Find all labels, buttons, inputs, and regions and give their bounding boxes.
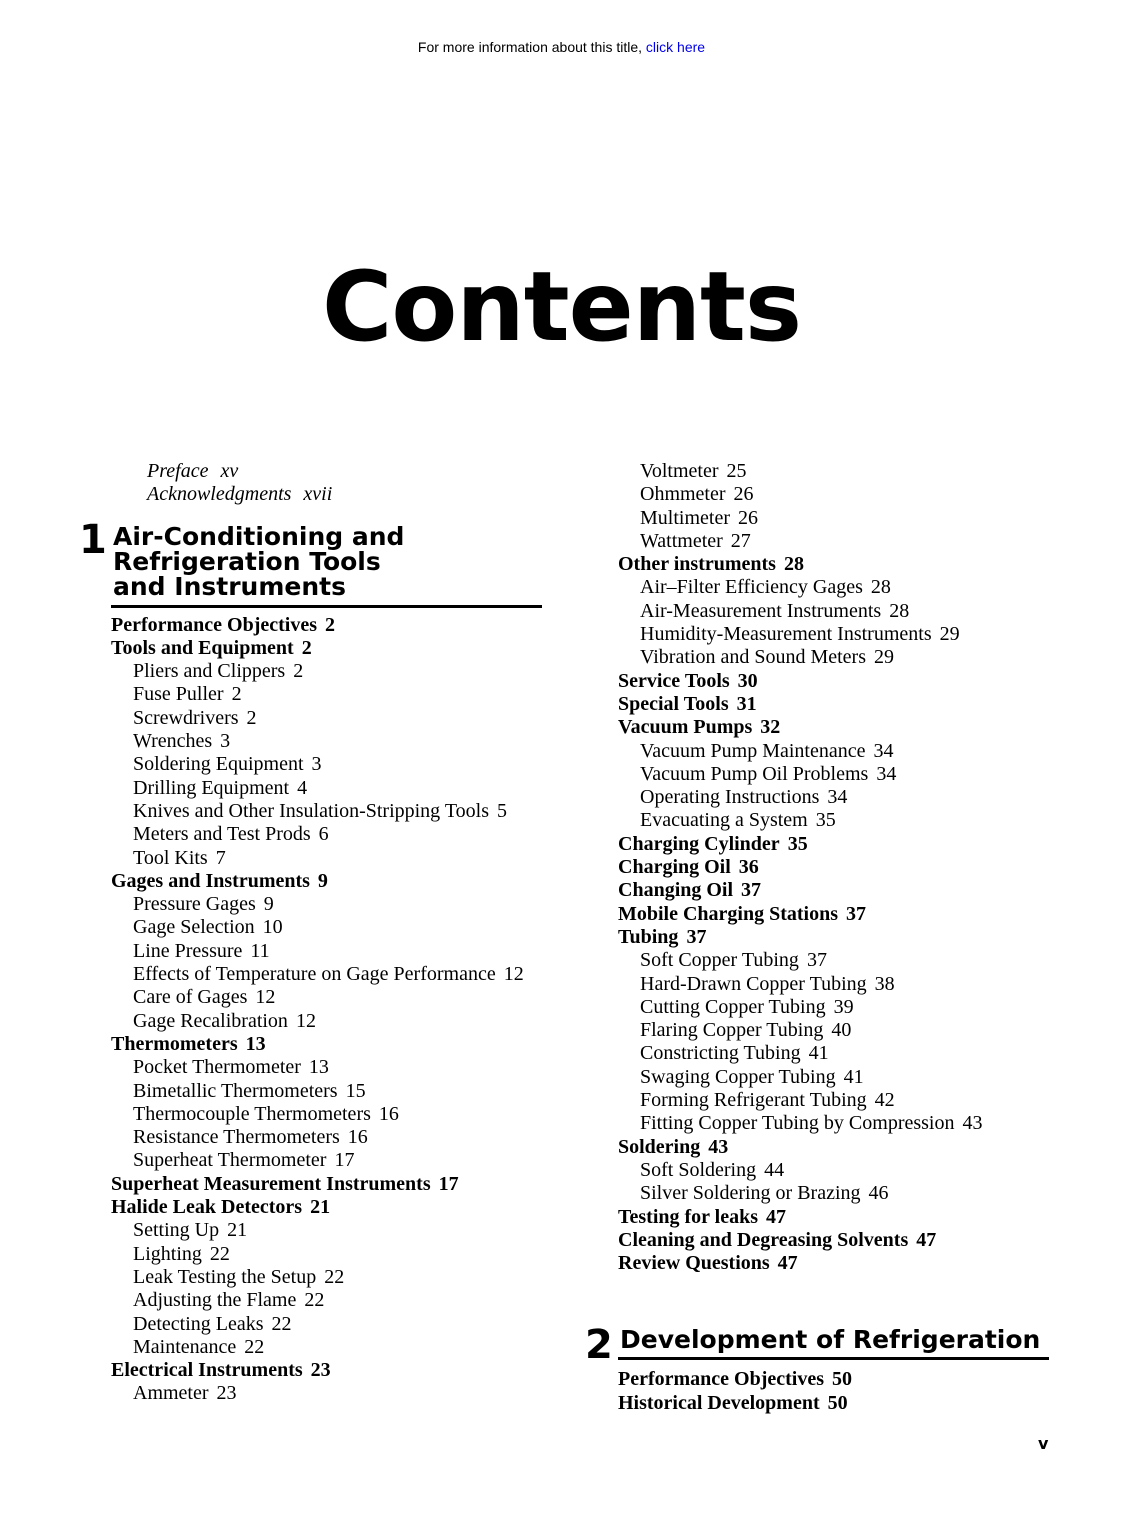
toc-entry[interactable]	[618, 809, 1058, 832]
toc-entry-title: Cutting Copper Tubing	[640, 995, 826, 1018]
toc-entry-title: Knives and Other Insulation-Stripping Tools	[133, 799, 489, 822]
toc-entry-title: Detecting Leaks	[133, 1312, 264, 1335]
toc-entry-page: 39	[833, 995, 854, 1018]
toc-entry-page: 6	[318, 823, 329, 846]
toc-entry-title: Electrical Instruments	[111, 1359, 303, 1382]
toc-entry[interactable]	[618, 1042, 1058, 1065]
toc-entry[interactable]	[618, 623, 1058, 646]
toc-entry[interactable]	[618, 1112, 1058, 1135]
toc-entry-title: Soldering	[618, 1135, 701, 1158]
toc-entry-page: 34	[827, 786, 848, 809]
toc-entry[interactable]	[111, 963, 551, 986]
toc-entry-title: Operating Instructions	[640, 786, 820, 809]
toc-entry-title: Vibration and Sound Meters	[640, 646, 866, 669]
front-matter-entry[interactable]	[147, 483, 551, 506]
toc-entry-title: Charging Oil	[618, 856, 731, 879]
toc-entry-page: 16	[347, 1126, 368, 1149]
toc-entry-page: 26	[733, 483, 754, 506]
toc-entry[interactable]	[618, 1392, 1058, 1415]
header-note	[0, 39, 1123, 55]
toc-entry-title: Special Tools	[618, 692, 729, 715]
toc-entry-title: Ammeter	[133, 1382, 209, 1405]
toc-entry-page: 43	[962, 1112, 983, 1135]
toc-entry[interactable]	[111, 777, 551, 800]
chapter-title: Development of Refrigeration	[618, 1325, 1049, 1360]
toc-entry-title: Effects of Temperature on Gage Performance	[133, 963, 496, 986]
toc-entry[interactable]	[618, 600, 1058, 623]
toc-entry-page: 2	[301, 636, 312, 659]
toc-entry-title: Vacuum Pump Maintenance	[640, 739, 866, 762]
toc-entry-title: Multimeter	[640, 506, 730, 529]
toc-entry[interactable]	[111, 730, 551, 753]
toc-entry-title: Line Pressure	[133, 939, 243, 962]
toc-entry[interactable]	[618, 926, 1058, 949]
toc-entry[interactable]	[111, 1336, 551, 1359]
toc-entry-page: 3	[311, 753, 322, 776]
toc-entry-title: Humidity-Measurement Instruments	[640, 623, 932, 646]
toc-entry-page: 36	[738, 856, 759, 879]
toc-entry[interactable]	[111, 1056, 551, 1079]
toc-entry[interactable]	[111, 753, 551, 776]
toc-entry-page: 26	[737, 506, 758, 529]
toc-entry[interactable]	[111, 683, 551, 706]
toc-entry[interactable]	[618, 1229, 1058, 1252]
toc-entry-page: 16	[378, 1102, 399, 1125]
toc-entry-title: Gages and Instruments	[111, 869, 310, 892]
toc-entry-page: 5	[496, 799, 507, 822]
toc-entry-title: Resistance Thermometers	[133, 1126, 340, 1149]
toc-entry[interactable]	[111, 1266, 551, 1289]
toc-entry[interactable]	[111, 986, 551, 1009]
toc-entry[interactable]	[618, 1368, 1058, 1391]
toc-entry[interactable]	[111, 1313, 551, 1336]
toc-entry-page: 13	[245, 1032, 266, 1055]
toc-entry[interactable]	[111, 847, 551, 870]
toc-entry-page: 25	[726, 460, 747, 482]
toc-entry-page: 28	[870, 576, 891, 599]
toc-entry-title: Care of Gages	[133, 986, 248, 1009]
toc-entry-title: Thermometers	[111, 1032, 238, 1055]
toc-entry[interactable]	[618, 483, 1058, 506]
chapter-1-entries	[111, 614, 551, 1406]
toc-entry[interactable]	[618, 1136, 1058, 1159]
toc-entry[interactable]	[111, 1359, 551, 1382]
toc-entry[interactable]	[111, 707, 551, 730]
toc-entry[interactable]	[111, 1080, 551, 1103]
toc-entry[interactable]	[111, 1126, 551, 1149]
toc-entry-page: 13	[308, 1056, 329, 1079]
toc-entry-page: 2	[293, 660, 304, 683]
toc-entry-page: 12	[255, 986, 276, 1009]
toc-entry-title: Service Tools	[618, 669, 730, 692]
toc-entry[interactable]	[618, 833, 1058, 856]
toc-entry-page: 38	[874, 972, 895, 995]
toc-entry-page: 37	[806, 949, 827, 972]
toc-entry[interactable]	[111, 1149, 551, 1172]
toc-entry[interactable]	[618, 763, 1058, 786]
page-title: Contents	[321, 251, 802, 363]
toc-entry-page: 41	[808, 1042, 829, 1065]
toc-entry-page: 34	[876, 762, 897, 785]
toc-entry[interactable]	[618, 1252, 1058, 1275]
toc-entry[interactable]	[618, 949, 1058, 972]
toc-entry[interactable]	[618, 1182, 1058, 1205]
toc-entry[interactable]	[111, 916, 551, 939]
front-matter-title: Preface	[147, 460, 209, 482]
toc-entry-title: Pocket Thermometer	[133, 1056, 301, 1079]
toc-entry[interactable]	[618, 996, 1058, 1019]
toc-entry-page: 22	[209, 1242, 230, 1265]
toc-entry-page: 15	[345, 1079, 366, 1102]
toc-entry[interactable]	[618, 553, 1058, 576]
toc-entry-page: 11	[250, 939, 270, 962]
toc-entry-title: Voltmeter	[640, 460, 719, 482]
toc-entry[interactable]	[111, 1103, 551, 1126]
toc-entry[interactable]	[111, 1196, 551, 1219]
toc-entry-page: 10	[262, 916, 283, 939]
toc-entry-title: Soldering Equipment	[133, 753, 304, 776]
toc-entry-page: 47	[916, 1228, 937, 1251]
front-matter-page: xvii	[303, 483, 333, 506]
toc-entry-page: 9	[317, 869, 328, 892]
toc-entry-title: Pliers and Clippers	[133, 660, 286, 683]
toc-entry-title: Charging Cylinder	[618, 832, 780, 855]
toc-entry-title: Screwdrivers	[133, 706, 239, 729]
toc-entry-page: 2	[231, 683, 242, 706]
toc-entry-page: 23	[310, 1359, 331, 1382]
toc-entry-title: Air–Filter Efficiency Gages	[640, 576, 863, 599]
toc-entry-page: 32	[760, 716, 781, 739]
toc-entry-page: 50	[832, 1368, 853, 1391]
chapter-number: 2	[585, 1322, 613, 1369]
toc-entry-page: 22	[244, 1335, 265, 1358]
toc-entry-title: Bimetallic Thermometers	[133, 1079, 338, 1102]
chapter-2-heading	[585, 1322, 1058, 1369]
toc-entry-title: Gage Selection	[133, 916, 255, 939]
toc-left-column	[79, 460, 551, 1406]
page-number: v	[1038, 1434, 1049, 1453]
toc-entry-title: Fitting Copper Tubing by Compression	[640, 1112, 955, 1135]
toc-entry-page: 29	[874, 646, 894, 669]
toc-entry-page: 7	[215, 846, 226, 869]
toc-entry-page: 35	[787, 832, 808, 855]
toc-entry-title: Silver Soldering or Brazing	[640, 1182, 861, 1205]
toc-entry[interactable]	[111, 660, 551, 683]
toc-entry-page: 35	[815, 809, 836, 832]
toc-entry[interactable]	[111, 1289, 551, 1312]
toc-entry-title: Maintenance	[133, 1335, 237, 1358]
toc-entry-title: Lighting	[133, 1242, 202, 1265]
toc-entry-title: Cleaning and Degreasing Solvents	[618, 1228, 909, 1251]
toc-entry-page: 43	[708, 1135, 729, 1158]
toc-entry[interactable]	[111, 1382, 551, 1405]
toc-entry-page: 2	[325, 613, 336, 636]
toc-entry-title: Evacuating a System	[640, 809, 808, 832]
front-matter	[111, 460, 551, 507]
toc-entry-page: 37	[741, 879, 762, 902]
toc-entry[interactable]	[111, 1243, 551, 1266]
toc-entry[interactable]	[111, 893, 551, 916]
toc-entry-page: 22	[304, 1289, 325, 1312]
toc-entry[interactable]	[111, 1173, 551, 1196]
front-matter-page: xv	[220, 460, 239, 482]
toc-entry-title: Gage Recalibration	[133, 1009, 288, 1032]
toc-entry-title: Testing for leaks	[618, 1205, 759, 1228]
toc-entry-page: 12	[295, 1009, 316, 1032]
toc-entry-page: 4	[297, 776, 308, 799]
toc-entry-page: 22	[324, 1265, 345, 1288]
toc-entry[interactable]	[618, 576, 1058, 599]
toc-entry-page: 21	[227, 1219, 248, 1242]
toc-entry-title: Flaring Copper Tubing	[640, 1019, 824, 1042]
toc-entry[interactable]	[618, 903, 1058, 926]
toc-entry-page: 2	[246, 706, 257, 729]
toc-right-column	[585, 460, 1058, 1415]
toc-entry[interactable]	[111, 870, 551, 893]
toc-entry-title: Changing Oil	[618, 879, 734, 902]
toc-entry-title: Hard-Drawn Copper Tubing	[640, 972, 867, 995]
toc-entry-page: 22	[271, 1312, 292, 1335]
toc-entry-title: Setting Up	[133, 1219, 220, 1242]
click-here-link[interactable]: click here	[645, 39, 706, 55]
toc-entry-title: Superheat Thermometer	[133, 1149, 327, 1172]
toc-entry[interactable]	[618, 1206, 1058, 1229]
toc-entry[interactable]	[618, 1019, 1058, 1042]
toc-entry-page: 50	[827, 1391, 848, 1414]
toc-entry-title: Wattmeter	[640, 529, 723, 552]
toc-entry-page: 29	[939, 623, 960, 646]
toc-entry-title: Mobile Charging Stations	[618, 902, 839, 925]
toc-entry-page: 42	[874, 1089, 895, 1112]
toc-entry-page: 17	[438, 1172, 459, 1195]
toc-entry-title: Superheat Measurement Instruments	[111, 1172, 431, 1195]
toc-entry-page: 37	[846, 902, 867, 925]
toc-entry-title: Soft Soldering	[640, 1158, 757, 1181]
front-matter-entry[interactable]	[147, 460, 551, 483]
toc-entry-title: Swaging Copper Tubing	[640, 1065, 836, 1088]
toc-entry-title: Pressure Gages	[133, 893, 256, 916]
toc-entry-title: Other instruments	[618, 553, 776, 576]
toc-entry[interactable]	[618, 716, 1058, 739]
toc-entry-page: 44	[764, 1158, 785, 1181]
toc-entry[interactable]	[111, 823, 551, 846]
toc-entry-page: 31	[736, 692, 757, 715]
toc-entry-title: Drilling Equipment	[133, 776, 290, 799]
toc-entry-title: Vacuum Pump Oil Problems	[640, 762, 869, 785]
toc-entry-page: 17	[334, 1149, 355, 1172]
toc-entry-page: 28	[889, 599, 910, 622]
toc-entry-page: 9	[263, 893, 274, 916]
toc-entry[interactable]	[618, 460, 1058, 483]
toc-entry[interactable]	[111, 1033, 551, 1056]
toc-entry-title: Ohmmeter	[640, 483, 726, 506]
toc-entry-page: 3	[220, 730, 231, 753]
toc-entry[interactable]	[618, 670, 1058, 693]
toc-entry[interactable]	[111, 1219, 551, 1242]
toc-entry-page: 30	[737, 669, 758, 692]
toc-entry-page: 28	[783, 553, 804, 576]
toc-entry[interactable]	[111, 1010, 551, 1033]
toc-entry-page: 37	[686, 925, 707, 948]
toc-entry-title: Performance Objectives	[111, 613, 318, 636]
toc-entry-title: Vacuum Pumps	[618, 716, 753, 739]
chapter-1-entries-continued	[618, 460, 1058, 1275]
toc-entry-title: Adjusting the Flame	[133, 1289, 297, 1312]
chapter-number: 1	[79, 516, 107, 563]
toc-entry-page: 41	[843, 1065, 864, 1088]
toc-entry[interactable]	[618, 1066, 1058, 1089]
header-note-text: For more information about this title,	[417, 39, 646, 55]
toc-entry-title: Fuse Puller	[133, 683, 224, 706]
toc-entry[interactable]	[111, 800, 551, 823]
toc-entry[interactable]	[111, 637, 551, 660]
toc-entry[interactable]	[618, 879, 1058, 902]
toc-entry-title: Meters and Test Prods	[133, 823, 311, 846]
toc-entry[interactable]	[618, 530, 1058, 553]
toc-entry[interactable]	[111, 940, 551, 963]
toc-entry-page: 47	[766, 1205, 787, 1228]
toc-entry[interactable]	[618, 507, 1058, 530]
toc-entry[interactable]	[618, 646, 1058, 669]
toc-entry[interactable]	[618, 1159, 1058, 1182]
toc-entry-title: Leak Testing the Setup	[133, 1265, 317, 1288]
toc-entry-page: 46	[868, 1182, 889, 1205]
chapter-1-heading	[79, 516, 551, 608]
toc-entry-title: Wrenches	[133, 730, 213, 753]
toc-entry-title: Historical Development	[618, 1391, 820, 1414]
toc-entry-title: Review Questions	[618, 1252, 770, 1275]
toc-entry-title: Tools and Equipment	[111, 636, 294, 659]
toc-entry-page: 23	[216, 1382, 237, 1405]
toc-entry-page: 21	[310, 1196, 331, 1219]
toc-entry-title: Soft Copper Tubing	[640, 949, 799, 972]
toc-entry-page: 47	[777, 1252, 798, 1275]
toc-entry-title: Thermocouple Thermometers	[133, 1102, 371, 1125]
toc-entry[interactable]	[618, 1089, 1058, 1112]
toc-entry-title: Halide Leak Detectors	[111, 1196, 303, 1219]
toc-entry-title: Air-Measurement Instruments	[640, 599, 882, 622]
toc-entry-page: 40	[831, 1019, 852, 1042]
toc-entry[interactable]	[618, 786, 1058, 809]
toc-entry-title: Constricting Tubing	[640, 1042, 801, 1065]
toc-entry[interactable]	[618, 973, 1058, 996]
toc-entry-title: Tool Kits	[133, 846, 208, 869]
toc-entry[interactable]	[111, 614, 551, 637]
toc-entry-title: Forming Refrigerant Tubing	[640, 1089, 867, 1112]
chapter-title: Air-Conditioning and Refrigeration Tools and Instruments	[111, 524, 542, 608]
toc-entry[interactable]	[618, 856, 1058, 879]
toc-entry-page: 34	[873, 739, 894, 762]
toc-entry[interactable]	[618, 740, 1058, 763]
chapter-2-entries	[618, 1368, 1058, 1415]
toc-entry-page: 12	[503, 963, 524, 986]
front-matter-title: Acknowledgments	[147, 483, 292, 506]
toc-entry-page: 27	[730, 529, 751, 552]
toc-entry[interactable]	[618, 693, 1058, 716]
toc-entry-title: Tubing	[618, 925, 679, 948]
toc-entry-title: Performance Objectives	[618, 1368, 825, 1391]
